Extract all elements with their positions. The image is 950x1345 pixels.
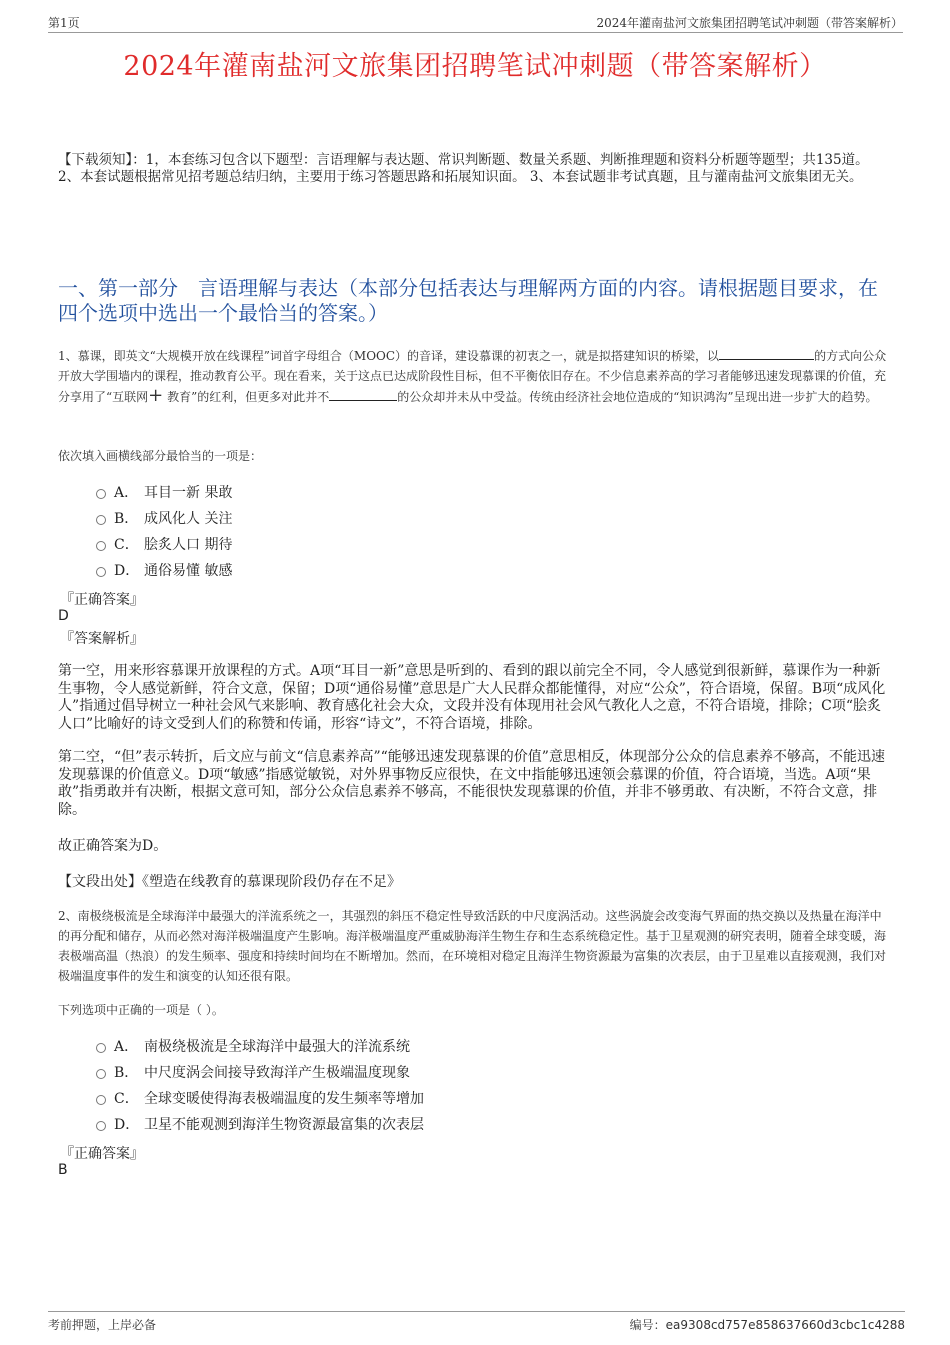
q1-text-part4: 的公众却并未从中受益。传统由经济社会地位造成的“知识鸿沟”呈现出进一步扩大的趋势。 — [397, 390, 878, 404]
option-key: D． — [114, 1117, 140, 1133]
option-key: A． — [114, 485, 139, 501]
analysis-label: 『答案解析』 — [60, 631, 144, 647]
radio-icon[interactable] — [96, 541, 106, 551]
correct-answer: B — [58, 1162, 68, 1178]
page-footer — [48, 1311, 905, 1332]
plus-sign: + — [148, 385, 164, 406]
radio-icon[interactable] — [96, 1095, 106, 1105]
option-text: 南极绕极流是全球海洋中最强大的洋流系统 — [144, 1039, 410, 1055]
q1-text-part3: 教育”的红利，但更多对此并不 — [167, 390, 330, 404]
option-key: B． — [114, 1065, 139, 1081]
fill-blank-2 — [329, 388, 397, 401]
page-number: 第1页 — [48, 16, 80, 30]
passage-source: 【文段出处】《塑造在线教育的慕课现阶段仍存在不足》 — [58, 874, 401, 890]
fill-blank-1 — [719, 347, 814, 360]
question-2-passage: 2、南极绕极流是全球海洋中最强大的洋流系统之一，其强烈的斜压不稳定性导致活跃的中尺度涡活动。这些涡旋会改变海气界面的热交换以及热量在海洋中的再分配和储存，从而必然对海洋极端温度产生影响。海洋极端温度严重威胁海洋生物生存和生态系统稳定性。基于卫星观测的研究表明，随着全球变暖，海表极端高温（热浪）的发生频率、强度和持续时间均在不断增加。然而，在环境相对稳定且海洋生物资源最为富集的次表层，由于卫星难以直接观测，我们对极端温度事件的发生和演变的认知还很有限。 — [58, 909, 887, 983]
document-title: 2024年灌南盐河文旅集团招聘笔试冲刺题（带答案解析） — [123, 51, 827, 82]
radio-icon[interactable] — [96, 515, 106, 525]
option-key: B． — [114, 511, 139, 527]
code-value: ea9308cd757e858637660d3cbc1c4288 — [665, 1318, 905, 1332]
radio-icon[interactable] — [96, 1043, 106, 1053]
question-1-passage — [58, 346, 892, 407]
radio-icon[interactable] — [96, 489, 106, 499]
radio-icon[interactable] — [96, 1121, 106, 1131]
code-label: 编号： — [629, 1318, 666, 1332]
header-doc-title: 2024年灌南盐河文旅集团招聘笔试冲刺题（带答案解析） — [596, 16, 903, 30]
page-header — [48, 14, 903, 33]
section-heading: 一、第一部分 言语理解与表达（本部分包括表达与理解两方面的内容。请根据题目要求，在四个选项中选出一个最恰当的答案。） — [58, 276, 878, 325]
correct-answer-label: 『正确答案』 — [60, 592, 144, 608]
analysis-conclusion: 故正确答案为D。 — [58, 838, 168, 854]
correct-answer-label: 『正确答案』 — [60, 1146, 144, 1162]
option-text: 通俗易懂 敏感 — [144, 563, 233, 579]
option-text: 全球变暖使得海表极端温度的发生频率等增加 — [144, 1091, 424, 1107]
footer-slogan: 考前押题，上岸必备 — [48, 1318, 157, 1332]
option-text: 中尺度涡会间接导致海洋产生极端温度现象 — [144, 1065, 410, 1081]
question-1-prompt: 依次填入画横线部分最恰当的一项是： — [58, 449, 263, 463]
option-text: 卫星不能观测到海洋生物资源最富集的次表层 — [144, 1117, 424, 1133]
q1-text-part2: 的方式向公众开放大学围墙内的课程，推动教育公平。现在看来，关于这点已达成阶段性目标，但不平衡依旧存在。不少信息素养高的学习者能够迅速发现慕课的价值，充分享用了“互联网 — [58, 349, 887, 404]
option-text: 成风化人 关注 — [144, 511, 233, 527]
analysis-paragraph-2: 第二空，“但”表示转折，后文应与前文“信息素养高”“能够迅速发现慕课的价值”意思相反，体现部分公众的信息素养不够高，不能迅速发现慕课的价值意义。D项“敏感”指感觉敏锐，对外界事物反应很快，在文中指能够迅速领会慕课的价值，符合语境，当选。A项“果敢”指勇敢并有决断，根据文意可知，部分公众信息素养不够高，不能很快发现慕课的价值，并非不够勇敢、有决断，不符合文意，排除。 — [58, 749, 885, 818]
analysis-paragraph-1: 第一空，用来形容慕课开放课程的方式。A项“耳目一新”意思是听到的、看到的跟以前完全不同，令人感觉到很新鲜，慕课作为一种新生事物，令人感觉新鲜，符合文意，保留；D项“通俗易懂”意思是广大人民群众都能懂得，对应“公众”，符合语境，保留。B项“成风化人”指通过倡导树立一种社会风气来影响、教育感化社会大众，文段并没有体现用社会风气教化人之意，不符合语境，排除；C项“脍炙人口”比喻好的诗文受到人们的称赞和传诵，形容“诗文”，不符合语境，排除。 — [58, 663, 886, 732]
q1-text-part1: 1、慕课，即英文“大规模开放在线课程”词首字母组合（MOOC）的音译，建设慕课的初衷之一，就是拟搭建知识的桥梁，以 — [58, 349, 720, 363]
download-notice: 【下载须知】：1，本套练习包含以下题型：言语理解与表达题、常识判断题、数量关系题、判断推理题和资料分析题等题型；共135道。 2、本套试题根据常见招考题总结归纳，主要用于练习答题思路和拓展知识面。 3、本套试题非考试真题，且与灌南盐河文旅集团无关。 — [58, 152, 869, 185]
option-key: A． — [114, 1039, 139, 1055]
document-code — [630, 1316, 905, 1333]
option-key: C． — [114, 537, 139, 553]
option-key: D． — [114, 563, 140, 579]
option-text: 耳目一新 果敢 — [144, 485, 233, 501]
option-text: 脍炙人口 期待 — [144, 537, 233, 553]
question-2-prompt: 下列选项中正确的一项是（ ）。 — [58, 1003, 224, 1017]
radio-icon[interactable] — [96, 567, 106, 577]
correct-answer: D — [58, 608, 69, 624]
option-key: C． — [114, 1091, 139, 1107]
radio-icon[interactable] — [96, 1069, 106, 1079]
